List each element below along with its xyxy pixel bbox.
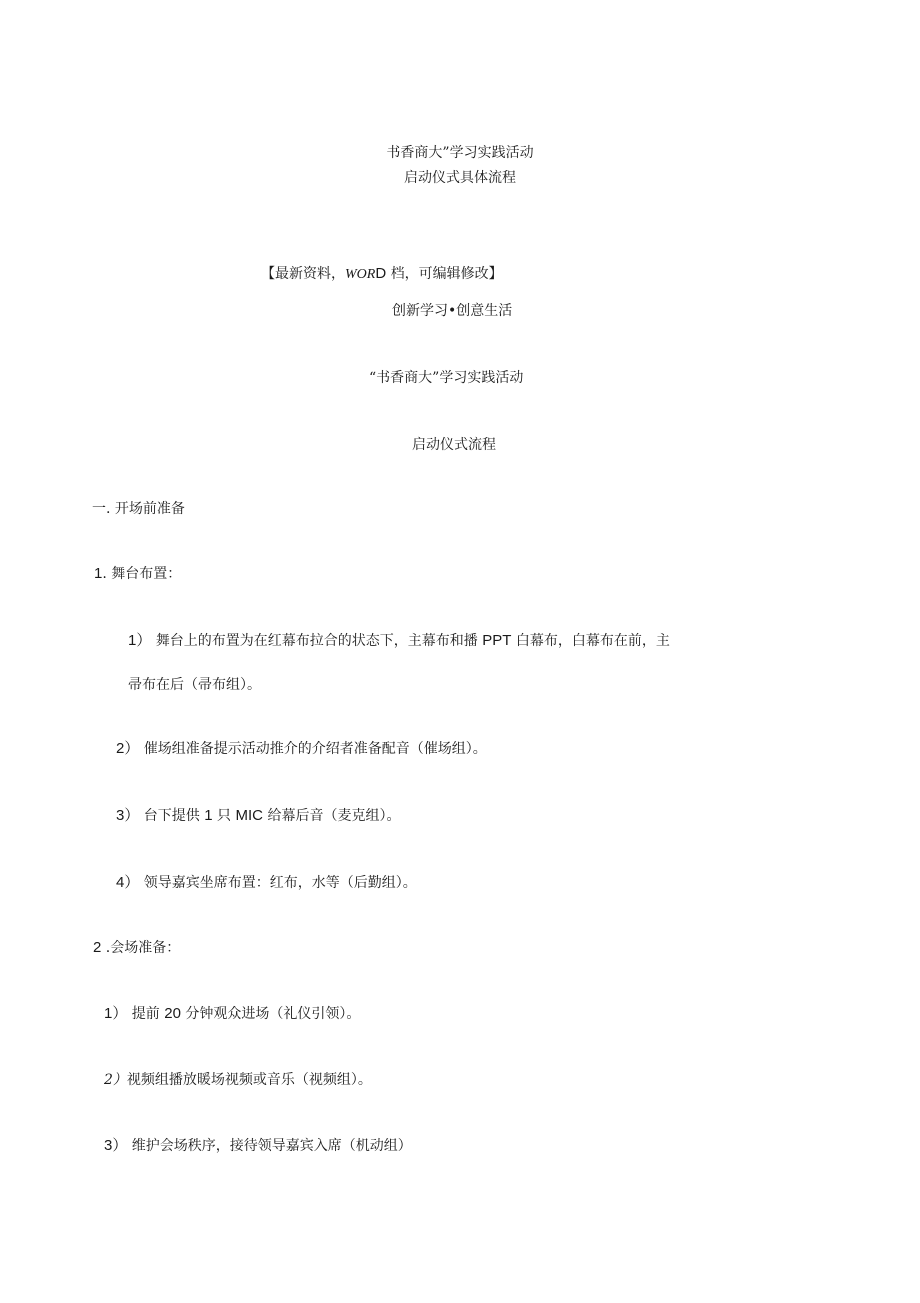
item-text: 催场组准备提示活动推介的介绍者准备配音（催场组）。 bbox=[143, 741, 487, 757]
item-text: 只 bbox=[212, 808, 236, 824]
venue-item-2 bbox=[104, 1070, 372, 1090]
item-minutes: 20 bbox=[164, 1005, 181, 1022]
item-number: 2） bbox=[116, 740, 140, 757]
stage-item-4 bbox=[116, 873, 417, 893]
subsection-venue-prep bbox=[93, 938, 180, 958]
item-text: 白幕布，白幕布在前，主 bbox=[511, 633, 670, 649]
note-rest: 档，可编辑修改】 bbox=[386, 266, 503, 282]
slogan: 创新学习•创意生活 bbox=[392, 303, 513, 319]
venue-item-1 bbox=[104, 1004, 360, 1024]
editable-note bbox=[261, 264, 503, 285]
item-mic: MIC bbox=[235, 807, 263, 824]
item-text: 视频组播放暖场视频或音乐（视频组）。 bbox=[126, 1072, 372, 1088]
ceremony-title: 启动仪式流程 bbox=[412, 437, 496, 453]
item-text: 维护会场秩序，接待领导嘉宾入席（机动组） bbox=[131, 1138, 412, 1154]
item-number: 1） bbox=[104, 1005, 128, 1022]
stage-item-1 bbox=[128, 631, 670, 651]
document-title-line1: 书香商大”学习实践活动 bbox=[386, 145, 534, 161]
item-number: 4） bbox=[116, 874, 140, 891]
note-word-d: D bbox=[375, 265, 387, 282]
item-number: 2） bbox=[104, 1072, 127, 1088]
document-title-line2: 启动仪式具体流程 bbox=[404, 170, 516, 186]
item-number: 3） bbox=[104, 1137, 128, 1154]
item-ppt: PPT bbox=[482, 632, 512, 649]
item-number: 1） bbox=[128, 632, 152, 649]
item-count: 1 bbox=[204, 807, 213, 824]
item-text: 领导嘉宾坐席布置：红布，水等（后勤组）。 bbox=[143, 875, 417, 891]
item-text: 提前 bbox=[131, 1006, 165, 1022]
item-text: 舞台上的布置为在红幕布拉合的状态下，主幕布和播 bbox=[155, 633, 483, 649]
item-text: 台下提供 bbox=[143, 808, 205, 824]
item-text: 分钟观众进场（礼仪引领）。 bbox=[180, 1006, 361, 1022]
item-text: 给幕后音（麦克组）。 bbox=[263, 808, 401, 824]
subsection-label: . 舞台布置： bbox=[102, 566, 182, 582]
stage-item-1-continued: 帚布在后（帚布组）。 bbox=[128, 677, 261, 693]
note-word-italic: WOR bbox=[345, 267, 376, 282]
subsection-stage-setup bbox=[94, 564, 181, 584]
stage-item-2 bbox=[116, 739, 487, 759]
section-heading-prep: 一. 开场前准备 bbox=[92, 501, 185, 517]
subsection-number: 2 bbox=[93, 939, 102, 956]
venue-item-3 bbox=[104, 1136, 412, 1156]
note-bracket-open: 【最新资料， bbox=[261, 266, 345, 282]
stage-item-3 bbox=[116, 806, 400, 826]
subsection-label: .会场准备： bbox=[101, 940, 181, 956]
subsection-number: 1 bbox=[94, 565, 103, 582]
event-title: “书香商大”学习实践活动 bbox=[369, 370, 524, 386]
item-number: 3） bbox=[116, 807, 140, 824]
